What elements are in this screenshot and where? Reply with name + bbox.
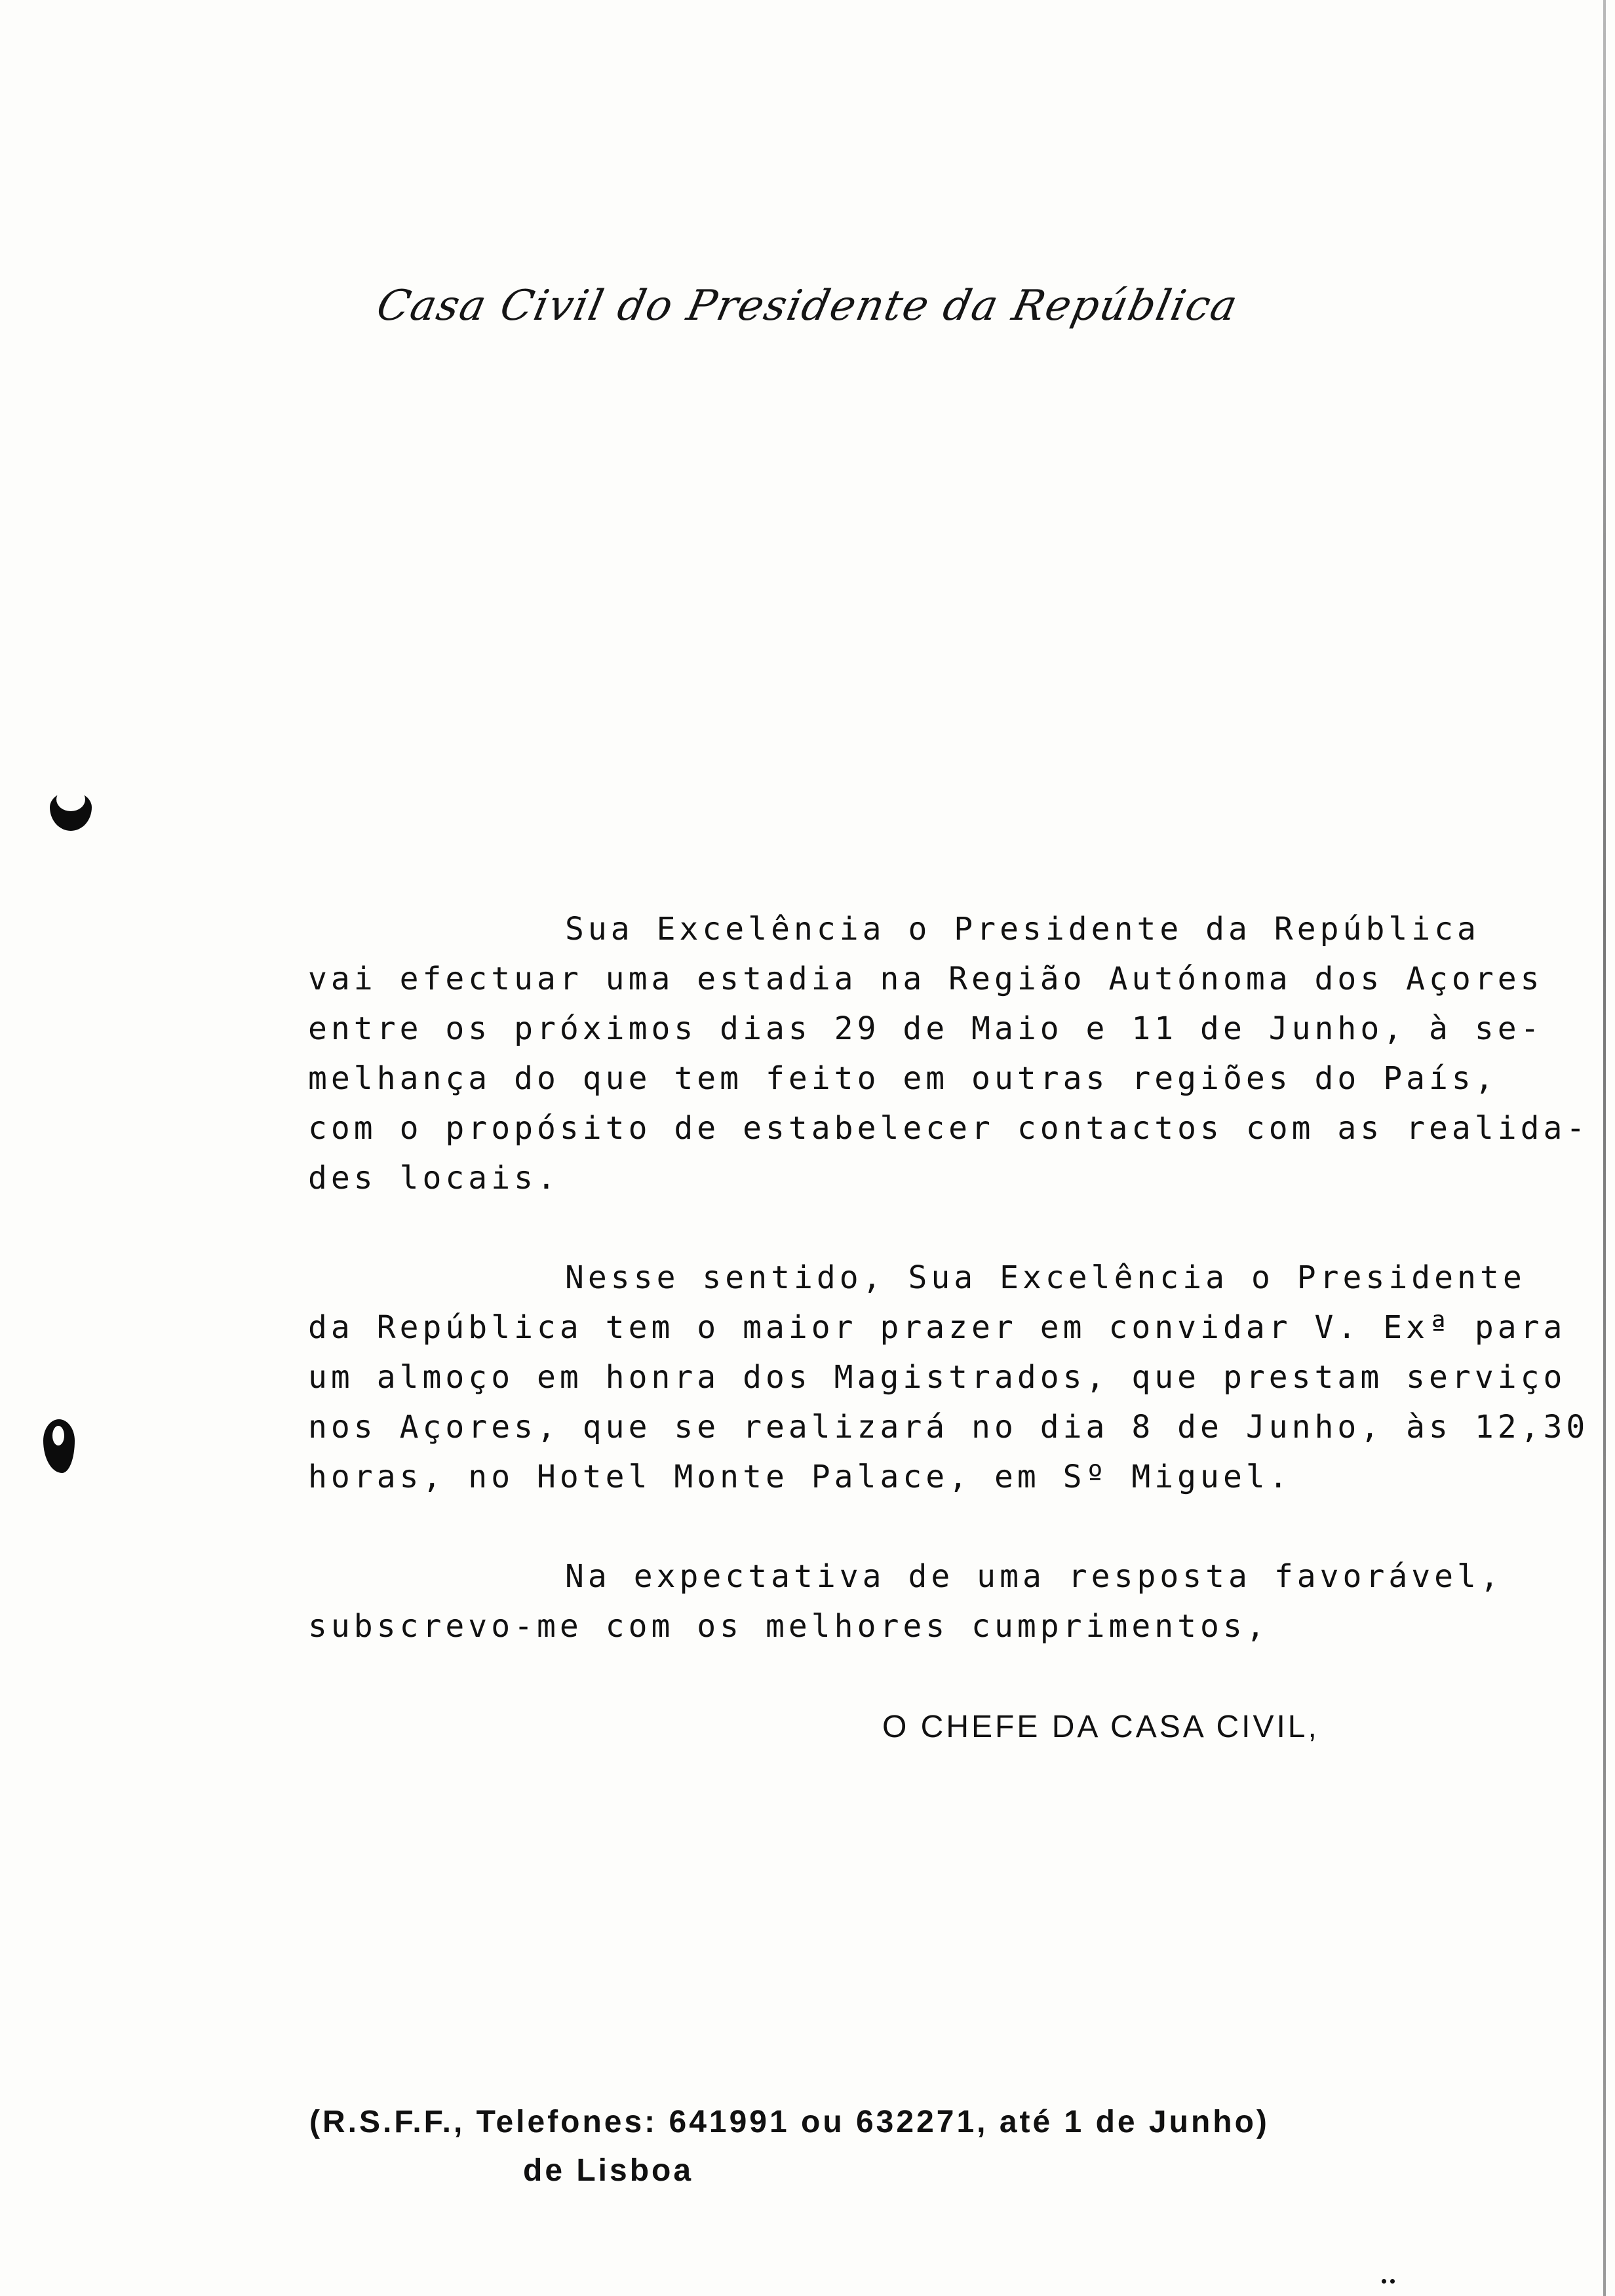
paragraph-line: com o propósito de estabelecer contactos com as realida- [308, 1110, 1589, 1147]
ink-speck [1390, 2279, 1395, 2284]
rsvp-footer [309, 2098, 1270, 2195]
ink-speck [1382, 2279, 1386, 2284]
paragraph-line: Nesse sentido, Sua Excelência o Presidente [565, 1259, 1526, 1296]
rsvp-phones-line: (R.S.F.F., Telefones: 641991 ou 632271, até 1 de Junho) [309, 2105, 1270, 2139]
letterhead-title: Casa Civil do Presidente da República [372, 282, 1243, 330]
paragraph-line: horas, no Hotel Monte Palace, em Sº Miguel. [308, 1459, 1292, 1495]
signature-title: O CHEFE DA CASA CIVIL, [882, 1710, 1319, 1744]
paragraph-visit-announcement [308, 904, 1589, 1203]
paragraph-line: subscrevo-me com os melhores cumprimentos, [308, 1608, 1269, 1645]
paragraph-line: da República tem o maior prazer em convidar V. Exª para [308, 1309, 1566, 1346]
paragraph-line: vai efectuar uma estadia na Região Autónoma dos Açores [308, 961, 1544, 997]
paragraph-line: Na expectativa de uma resposta favorável, [565, 1558, 1503, 1595]
paragraph-closing [308, 1552, 1503, 1651]
punch-hole-mark [43, 1419, 75, 1473]
paragraph-line: um almoço em honra dos Magistrados, que prestam serviço [308, 1359, 1566, 1396]
rsvp-city-line: de Lisboa [523, 2153, 694, 2188]
paragraph-invitation [308, 1253, 1589, 1502]
paragraph-line: entre os próximos dias 29 de Maio e 11 de Junho, à se- [308, 1010, 1544, 1047]
ink-specks [1382, 2279, 1395, 2284]
paragraph-line: melhança do que tem feito em outras regiões do País, [308, 1060, 1498, 1097]
paragraph-line: Sua Excelência o Presidente da República [565, 911, 1480, 947]
paragraph-line: des locais. [308, 1160, 560, 1196]
paragraph-line: nos Açores, que se realizará no dia 8 de Junho, às 12,30 [308, 1409, 1589, 1445]
punch-hole-mark [50, 792, 92, 831]
page-edge-shadow [1603, 0, 1606, 2296]
